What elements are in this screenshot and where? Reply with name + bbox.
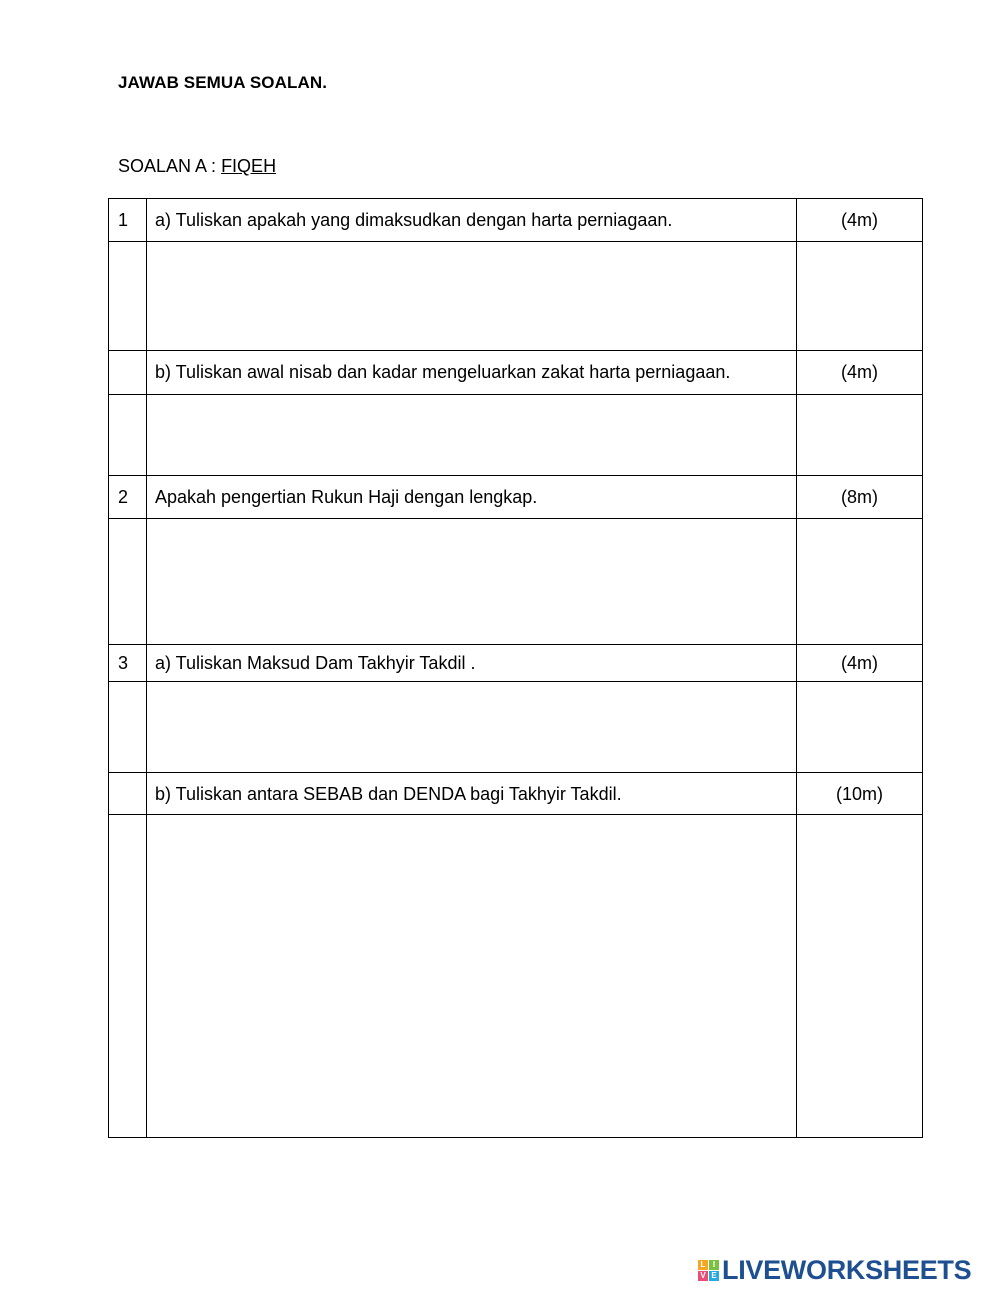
answer-number-cell — [109, 682, 147, 773]
question-number: 2 — [109, 476, 147, 519]
logo-mark-i: I — [709, 1260, 719, 1270]
section-heading — [118, 156, 276, 177]
answer-marks-cell — [797, 519, 923, 645]
question-marks: (4m) — [797, 645, 923, 682]
question-number — [109, 773, 147, 815]
answer-row — [109, 395, 923, 476]
answer-number-cell — [109, 242, 147, 351]
question-marks: (8m) — [797, 476, 923, 519]
answer-row — [109, 682, 923, 773]
answer-marks-cell — [797, 815, 923, 1138]
logo-text: LIVEWORKSHEETS — [722, 1254, 972, 1285]
question-text: Apakah pengertian Rukun Haji dengan lengkap. — [147, 476, 797, 519]
question-text: a) Tuliskan apakah yang dimaksudkan dengan harta perniagaan. — [147, 199, 797, 242]
section-label: SOALAN A : — [118, 156, 222, 176]
question-text: a) Tuliskan Maksud Dam Takhyir Takdil . — [147, 645, 797, 682]
logo-mark-l: L — [698, 1260, 708, 1270]
answer-space[interactable] — [147, 519, 797, 645]
answer-marks-cell — [797, 682, 923, 773]
answer-row — [109, 519, 923, 645]
question-text: b) Tuliskan antara SEBAB dan DENDA bagi Takhyir Takdil. — [147, 773, 797, 815]
question-text: b) Tuliskan awal nisab dan kadar mengeluarkan zakat harta perniagaan. — [147, 351, 797, 395]
answer-space[interactable] — [147, 242, 797, 351]
question-number: 3 — [109, 645, 147, 682]
liveworksheets-logo — [698, 1256, 971, 1284]
logo-mark-e: E — [709, 1271, 719, 1281]
question-row — [109, 351, 923, 395]
question-marks: (10m) — [797, 773, 923, 815]
answer-number-cell — [109, 519, 147, 645]
answer-row — [109, 815, 923, 1138]
answer-number-cell — [109, 815, 147, 1138]
answer-space[interactable] — [147, 682, 797, 773]
question-marks: (4m) — [797, 351, 923, 395]
question-row — [109, 476, 923, 519]
instruction-heading: JAWAB SEMUA SOALAN. — [118, 73, 328, 92]
question-row — [109, 199, 923, 242]
section-subject: FIQEH — [221, 156, 277, 176]
question-number — [109, 351, 147, 395]
questions-table — [108, 198, 923, 1138]
answer-space[interactable] — [147, 815, 797, 1138]
question-row — [109, 773, 923, 815]
question-marks: (4m) — [797, 199, 923, 242]
answer-marks-cell — [797, 395, 923, 476]
question-number: 1 — [109, 199, 147, 242]
logo-mark-v: V — [698, 1271, 708, 1281]
answer-space[interactable] — [147, 395, 797, 476]
answer-row — [109, 242, 923, 351]
answer-marks-cell — [797, 242, 923, 351]
answer-number-cell — [109, 395, 147, 476]
question-row — [109, 645, 923, 682]
liveworksheets-logo-icon — [698, 1260, 719, 1281]
